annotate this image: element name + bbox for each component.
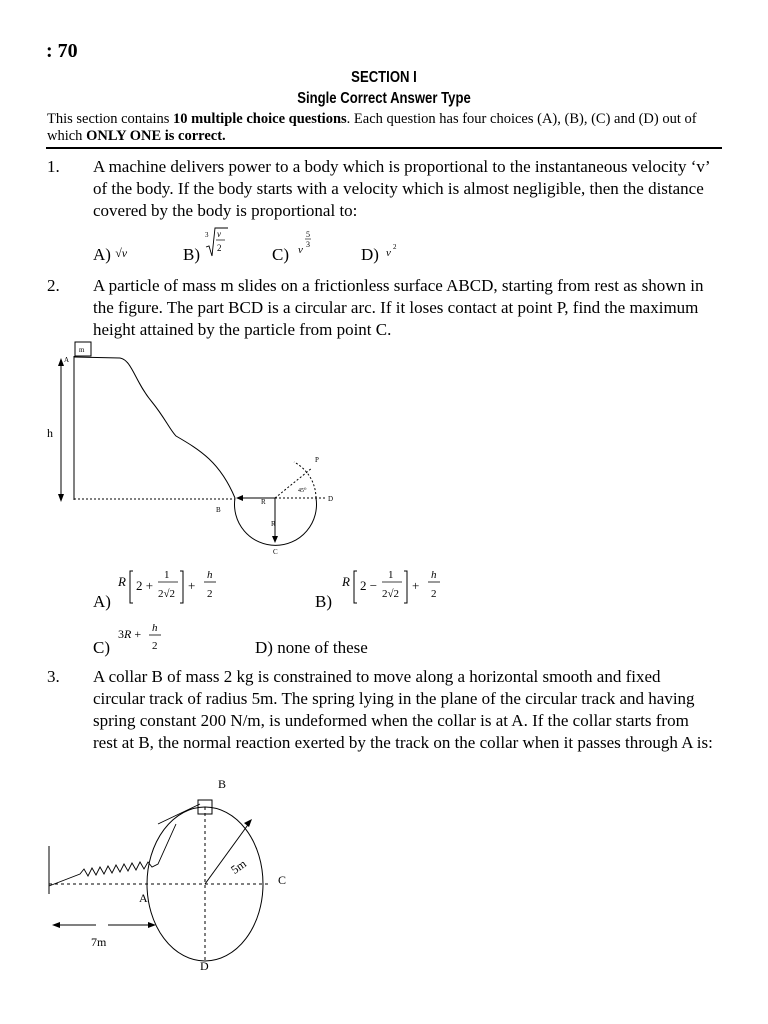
svg-text:R: R <box>342 574 350 589</box>
fig2-label-p: P <box>315 456 319 464</box>
figure-q3-track <box>40 774 310 974</box>
q1-option-c-power <box>296 229 316 259</box>
question-3-number: 3. <box>47 667 60 686</box>
svg-text:5: 5 <box>306 230 310 239</box>
q2-option-d[interactable] <box>255 638 368 658</box>
q2-option-d-label: D) <box>255 638 273 657</box>
q1-option-b-radical <box>203 225 229 259</box>
q2-option-b-label[interactable]: B) <box>315 592 332 611</box>
fig2-label-b: B <box>216 506 221 514</box>
instructions-text-1: This section contains <box>47 111 174 127</box>
question-1-number: 1. <box>47 157 60 176</box>
fig3-label-d: D <box>200 959 209 973</box>
spring <box>49 824 176 886</box>
svg-text:1: 1 <box>388 569 394 581</box>
fig3-label-b: B <box>218 777 227 791</box>
q1-option-c-label: C) <box>272 245 289 264</box>
instructions-bold-1: 10 multiple choice questions <box>173 111 347 127</box>
svg-text:h: h <box>431 569 437 581</box>
q1-option-b[interactable] <box>183 229 222 265</box>
section-instructions <box>47 111 707 145</box>
q2-option-d-text: none of these <box>277 638 368 657</box>
section-divider <box>46 147 722 149</box>
svg-text:2√2: 2√2 <box>382 588 400 600</box>
q1-option-a-label: A) <box>93 245 111 264</box>
svg-text:h: h <box>207 569 213 581</box>
svg-text:2: 2 <box>431 588 437 600</box>
radius-arrow <box>205 822 250 884</box>
instructions-bold-2: ONLY ONE is correct. <box>86 128 226 144</box>
fig2-label-d: D <box>328 495 334 503</box>
q1-option-d-power <box>385 241 405 265</box>
question-2-text: A particle of mass m slides on a frictionless surface ABCD, starting from rest as shown in the figure. The part BCD is a circular arc. If it loses contact at point P, find the maximum height attained by the particle from point C. <box>93 276 704 339</box>
fig3-label-c: C <box>278 873 287 887</box>
question-1-text: A machine delivers power to a body which is proportional to the instantaneous velocity ‘v’ of the body. If the body starts with a velocity which is almost negligible, then the distance covered by the body is proportional to: <box>93 157 710 220</box>
svg-text:h: h <box>152 622 158 634</box>
svg-text:+: + <box>412 578 420 593</box>
marks-label: : 70 <box>46 40 78 62</box>
question-2-number: 2. <box>47 276 60 295</box>
svg-text:2: 2 <box>393 243 397 251</box>
q1-option-d[interactable] <box>361 243 397 265</box>
q1-option-b-label: B) <box>183 245 200 264</box>
track-curve <box>74 357 235 498</box>
question-3-text: A collar B of mass 2 kg is constrained to move along a horizontal smooth and fixed circular track of radius 5m. The spring lying in the plane of the circular track and having spring constant 200 N/m, is undeformed when the collar is at A. If the collar starts from rest at B, the normal reaction exerted by the track on the collar when it passes through A is: <box>93 667 713 752</box>
figure-q2-track <box>40 338 360 560</box>
fig3-label-distance: 7m <box>91 935 107 949</box>
section-subtitle: Single Correct Answer Type <box>297 90 471 107</box>
q2-option-a-label[interactable]: A) <box>93 592 111 611</box>
svg-text:+: + <box>188 578 196 593</box>
svg-text:v: v <box>386 247 391 259</box>
fig2-label-angle: 45⁰ <box>298 488 307 494</box>
q2-option-c-label[interactable]: C) <box>93 638 110 657</box>
svg-text:v: v <box>298 244 303 256</box>
q2-option-c-math <box>116 620 176 656</box>
q1-option-d-label: D) <box>361 245 379 264</box>
svg-text:2 +: 2 + <box>136 578 154 593</box>
svg-text:3R +: 3R + <box>118 627 142 641</box>
svg-text:2: 2 <box>207 588 213 600</box>
fig2-label-r2: R <box>271 520 276 528</box>
q1-option-c[interactable] <box>272 230 310 265</box>
fig3-label-a: A <box>139 891 148 905</box>
q2-option-a-math <box>116 563 226 609</box>
fig3-label-radius: 5m <box>228 856 249 877</box>
q1-option-a-math: √v <box>115 246 128 260</box>
svg-text:2: 2 <box>152 640 158 652</box>
q1-option-a[interactable] <box>93 245 127 265</box>
svg-text:2√2: 2√2 <box>158 588 176 600</box>
svg-text:v: v <box>217 229 221 239</box>
svg-text:R: R <box>118 574 126 589</box>
fig2-label-m: m <box>79 346 85 354</box>
fig2-label-a: A <box>64 356 70 364</box>
svg-text:3: 3 <box>205 231 209 239</box>
svg-text:1: 1 <box>164 569 170 581</box>
svg-text:2 −: 2 − <box>360 578 378 593</box>
radius-to-p <box>275 468 312 498</box>
svg-text:3: 3 <box>306 240 310 249</box>
q2-option-b-math <box>340 563 450 609</box>
fig2-label-r1: R <box>261 498 266 506</box>
svg-text:2: 2 <box>217 243 222 253</box>
fig2-label-h: h <box>47 426 53 440</box>
section-title: SECTION I <box>351 69 417 86</box>
fig2-label-c: C <box>273 548 278 556</box>
instructions-text-2: . Each question has four choices (A), (B), (C) and (D) out of which <box>47 111 697 144</box>
